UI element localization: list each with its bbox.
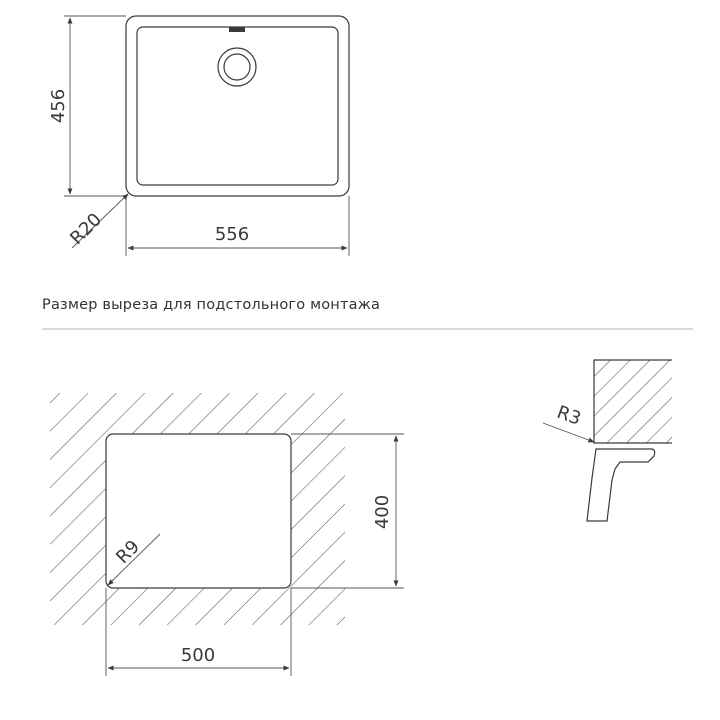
cutout-view — [50, 393, 404, 676]
sink-top-view — [48, 16, 349, 256]
section-radius-label: R3 — [554, 401, 584, 430]
overflow-slot — [229, 27, 245, 32]
cutout-height-label: 400 — [372, 494, 393, 530]
cutout-radius-label: R9 — [112, 536, 145, 569]
corner-radius-label: R20 — [66, 209, 107, 250]
sink-rim-section — [587, 449, 655, 521]
cutout-opening — [106, 434, 291, 588]
section-detail — [543, 360, 672, 521]
cutout-width-label: 500 — [180, 645, 216, 666]
drain-inner-circle — [224, 54, 250, 80]
height-dimension-label: 456 — [48, 88, 69, 124]
countertop-hatching — [50, 393, 345, 625]
sink-outer-outline — [126, 16, 349, 196]
width-dimension-label: 556 — [214, 224, 250, 245]
cutout-caption: Размер выреза для подстольного монтажа — [42, 297, 381, 313]
sink-inner-outline — [137, 27, 338, 185]
countertop-section — [594, 360, 672, 443]
